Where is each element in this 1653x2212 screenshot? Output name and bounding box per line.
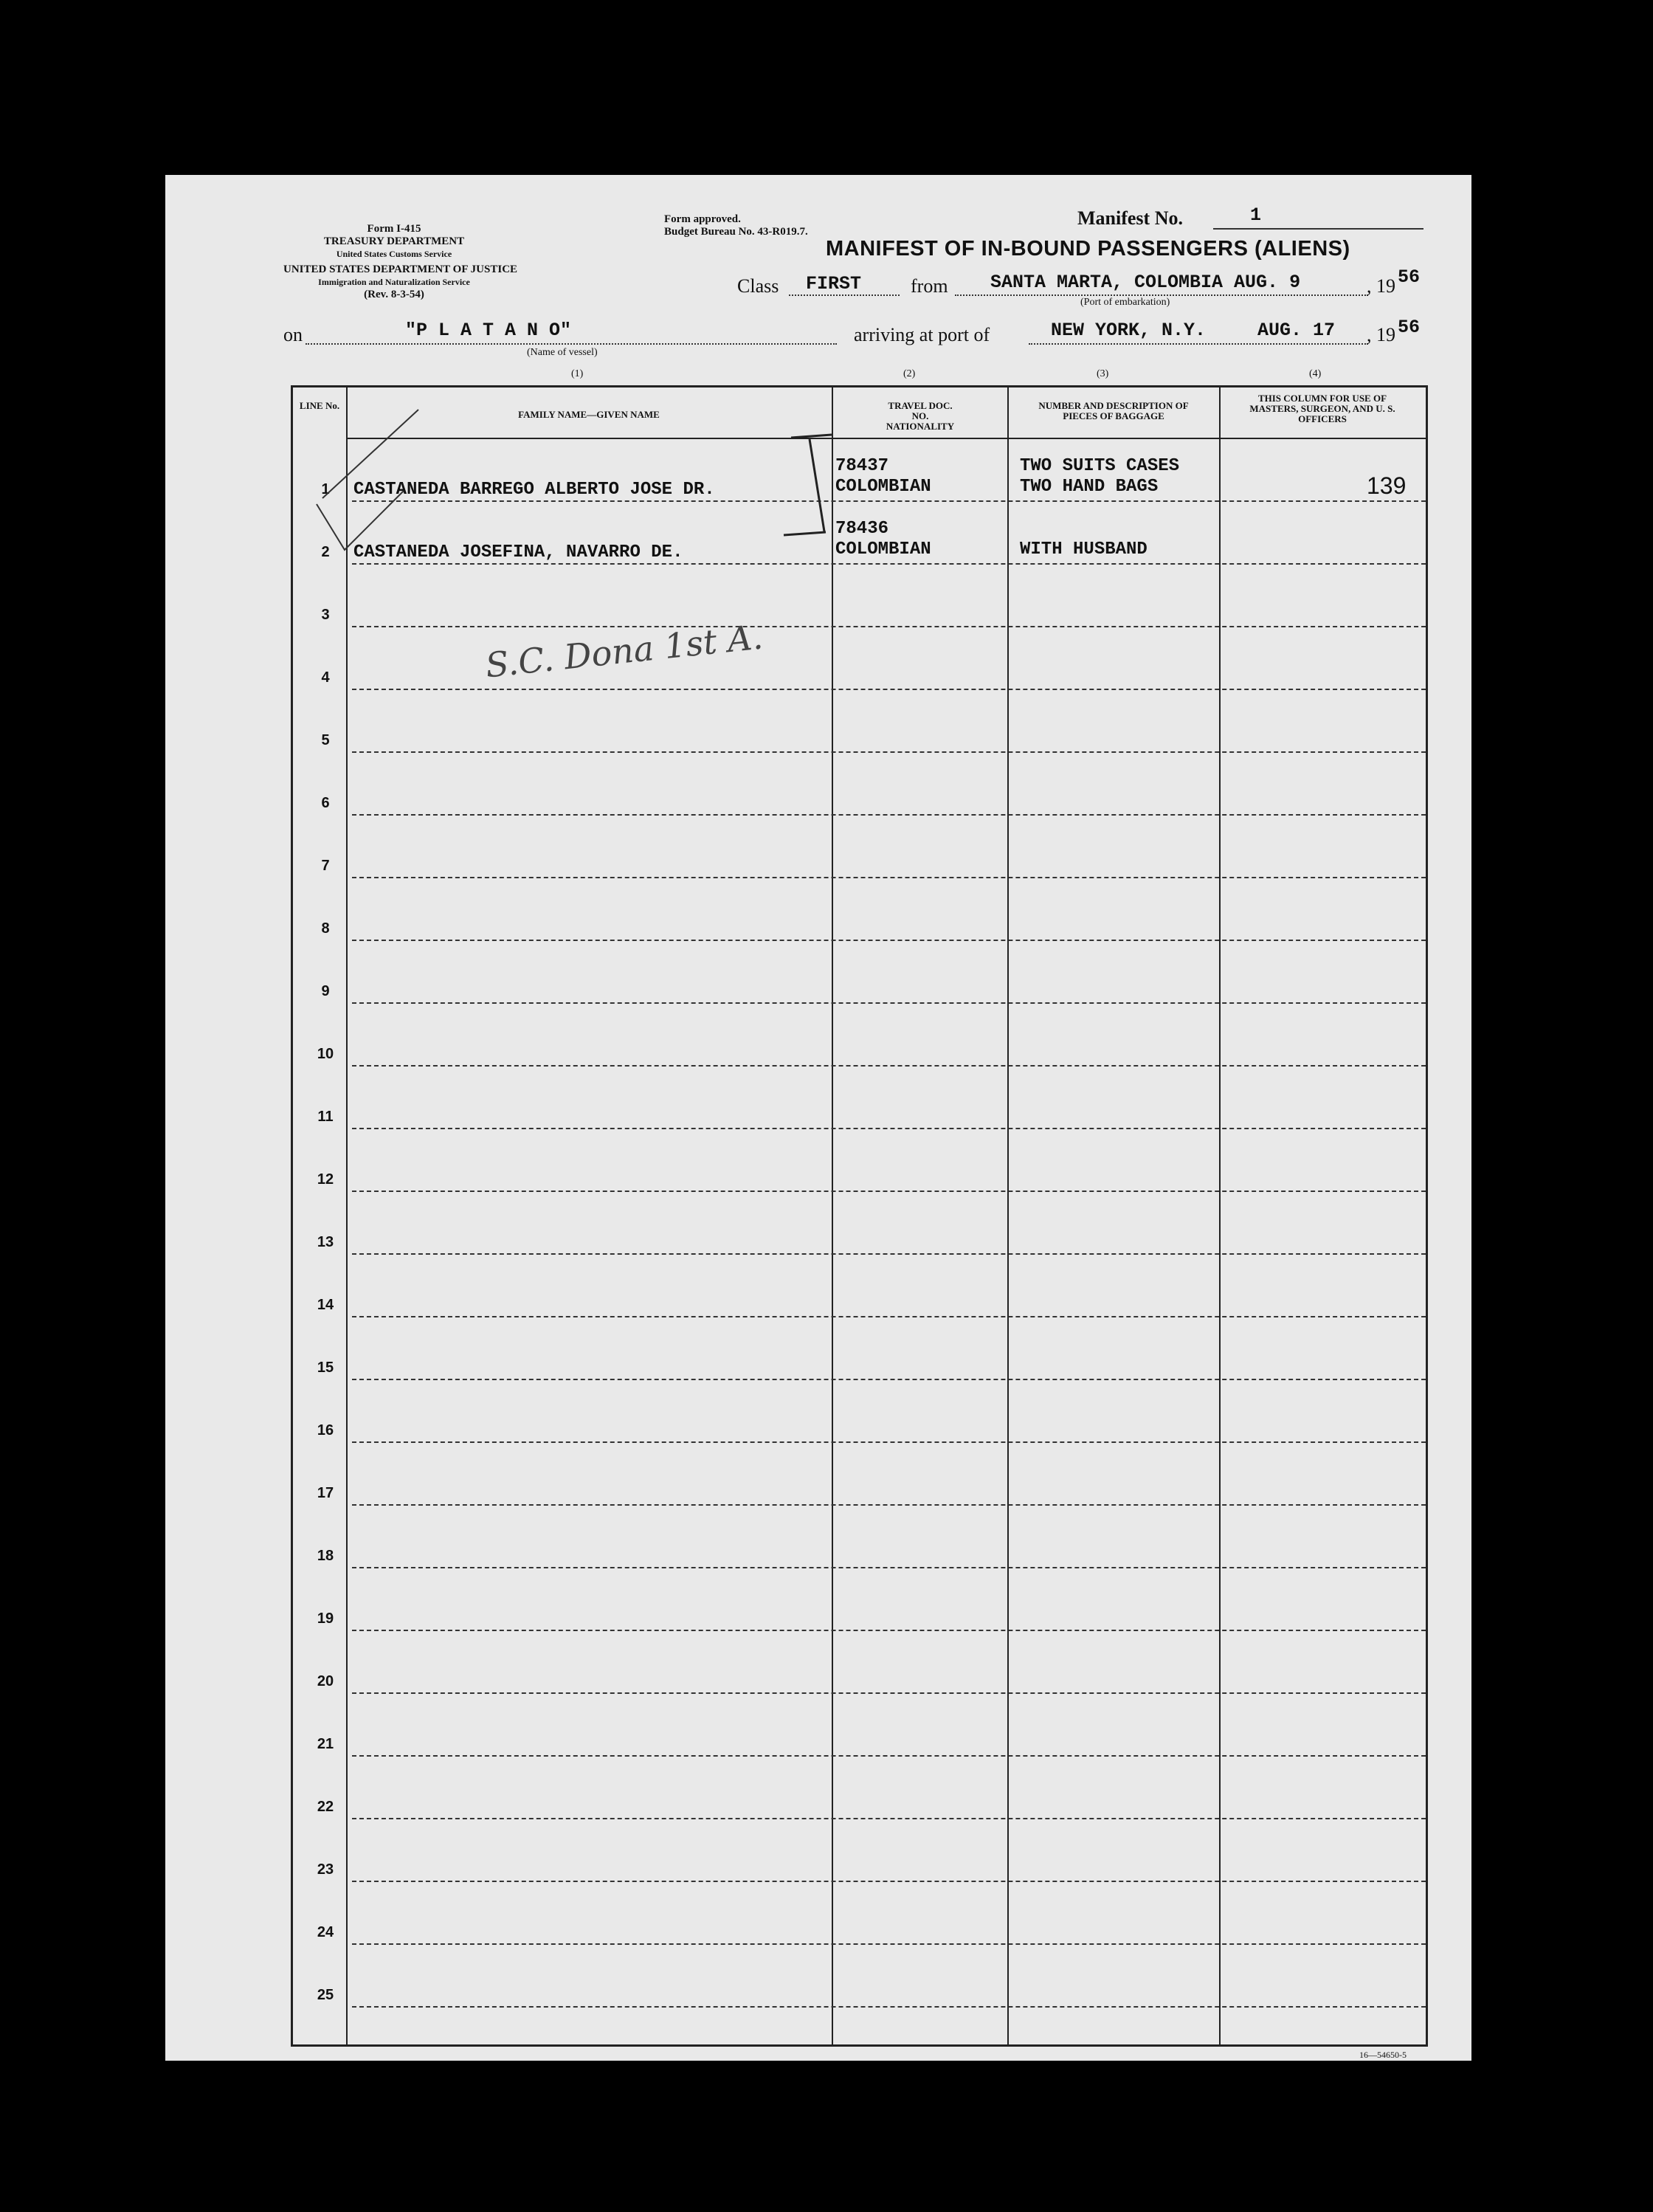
arrival-year-prefix: , 19 [1367, 324, 1395, 345]
row-number: 12 [317, 1171, 334, 1188]
row-line [352, 1630, 1426, 1631]
row-line [352, 1002, 1426, 1004]
row-line [352, 940, 1426, 941]
row-number: 22 [317, 1799, 334, 1815]
handwriting-marks [293, 387, 1426, 686]
row-line [352, 1128, 1426, 1129]
row-number: 6 [321, 795, 330, 811]
row-line [352, 1504, 1426, 1506]
arrival-underline [1029, 343, 1368, 345]
row-number: 1 [321, 481, 330, 497]
vessel-label: (Name of vessel) [527, 347, 598, 358]
row-line [352, 1755, 1426, 1757]
col-baggage-header: NUMBER AND DESCRIPTION OF PIECES OF BAGGAGE [1038, 400, 1189, 421]
row-number: 16 [317, 1422, 334, 1439]
budget-bureau: Budget Bureau No. 43-R019.7. [664, 226, 808, 238]
row-number: 10 [317, 1046, 334, 1062]
row-line [352, 1191, 1426, 1192]
passenger-name: CASTANEDA BARREGO ALBERTO JOSE DR. [353, 480, 715, 500]
row-line [352, 689, 1426, 690]
handwritten-note: S.C. Dona 1st A. [483, 616, 765, 686]
row-line [352, 1692, 1426, 1694]
arrival-date: AUG. 17 [1257, 320, 1336, 341]
baggage-line-2: WITH HUSBAND [1020, 540, 1148, 559]
row-line [352, 1316, 1426, 1317]
vessel-name: "P L A T A N O" [405, 320, 572, 341]
col1-number: (1) [571, 368, 584, 379]
row-line [352, 814, 1426, 816]
row-number: 20 [317, 1673, 334, 1689]
form-header-left [283, 223, 518, 301]
baggage-line-1: TWO SUITS CASES [1020, 456, 1180, 476]
row-line [352, 1943, 1426, 1945]
row-line [352, 1818, 1426, 1819]
row-line [352, 1441, 1426, 1443]
arrival-port: NEW YORK, N.Y. [1051, 320, 1207, 341]
row-line [352, 877, 1426, 878]
row-number: 15 [317, 1360, 334, 1376]
col-line-no-header: LINE No. [299, 400, 340, 411]
travel-doc-number: 78436 [835, 519, 889, 539]
row-number: 19 [317, 1610, 334, 1627]
arrival-year: 56 [1398, 317, 1421, 338]
row-number: 25 [317, 1987, 334, 2003]
row-number: 17 [317, 1485, 334, 1501]
form-number: Form I-415 [367, 223, 421, 235]
row-line [352, 751, 1426, 753]
row-number: 2 [321, 544, 330, 560]
arriving-label: arriving at port of [854, 324, 990, 345]
col-doc-header: TRAVEL DOC. NO. NATIONALITY [886, 400, 955, 432]
from-year-prefix: , 19 [1367, 275, 1395, 297]
manifest-no-underline [1213, 228, 1423, 230]
on-label: on [283, 324, 303, 345]
passenger-name: CASTANEDA JOSEFINA, NAVARRO DE. [353, 542, 683, 562]
revision: (Rev. 8-3-54) [364, 289, 424, 300]
col-officer-header: THIS COLUMN FOR USE OF MASTERS, SURGEON, AND U. S. OFFICERS [1249, 393, 1395, 424]
col2-number: (2) [903, 368, 916, 379]
row-number: 8 [321, 920, 330, 937]
row-number: 9 [321, 983, 330, 999]
row-number: 7 [321, 858, 330, 874]
passenger-table [291, 385, 1428, 2047]
vessel-underline [306, 343, 837, 345]
travel-doc-number: 78437 [835, 456, 889, 476]
row-line [352, 1567, 1426, 1568]
form-approved: Form approved. [664, 213, 741, 225]
class-label: Class [737, 275, 779, 297]
row-number: 21 [317, 1736, 334, 1752]
customs-service: United States Customs Service [336, 249, 452, 259]
from-underline [955, 294, 1368, 296]
port-embark-label: (Port of embarkation) [1080, 297, 1170, 308]
class-underline [789, 294, 900, 296]
row-line [352, 1065, 1426, 1067]
row-number: 13 [317, 1234, 334, 1250]
from-label: from [911, 275, 948, 297]
col3-number: (3) [1097, 368, 1109, 379]
from-value: SANTA MARTA, COLOMBIA AUG. 9 [990, 272, 1301, 293]
baggage-line-2: TWO HAND BAGS [1020, 477, 1159, 497]
from-year: 56 [1398, 266, 1421, 288]
page-title: MANIFEST OF IN-BOUND PASSENGERS (ALIENS) [826, 237, 1350, 261]
col4-number: (4) [1309, 368, 1322, 379]
class-value: FIRST [806, 273, 862, 294]
justice-dept: UNITED STATES DEPARTMENT OF JUSTICE [283, 263, 518, 275]
ins-service: Immigration and Naturalization Service [318, 277, 470, 287]
nationality: COLOMBIAN [835, 477, 931, 497]
row-number: 14 [317, 1297, 334, 1313]
row-line [352, 1881, 1426, 1882]
manifest-no-value: 1 [1250, 204, 1262, 226]
manifest-no-label: Manifest No. [1077, 207, 1183, 229]
row-number: 23 [317, 1861, 334, 1878]
approval-block [664, 213, 808, 238]
nationality: COLOMBIAN [835, 540, 931, 559]
row-number: 5 [321, 732, 330, 748]
row-number: 24 [317, 1924, 334, 1940]
treasury-dept: TREASURY DEPARTMENT [323, 235, 465, 247]
row-line [352, 2006, 1426, 2008]
footer-code: 16—54650-5 [1359, 2050, 1407, 2060]
row-number: 4 [321, 669, 330, 686]
officer-note: 139 [1367, 472, 1407, 499]
row-number: 11 [317, 1109, 334, 1125]
col-name-header: FAMILY NAME—GIVEN NAME [518, 409, 660, 420]
row-line [352, 1379, 1426, 1380]
manifest-page [165, 175, 1471, 2061]
row-line [352, 1253, 1426, 1255]
row-number: 18 [317, 1548, 334, 1564]
row-number: 3 [321, 607, 330, 623]
